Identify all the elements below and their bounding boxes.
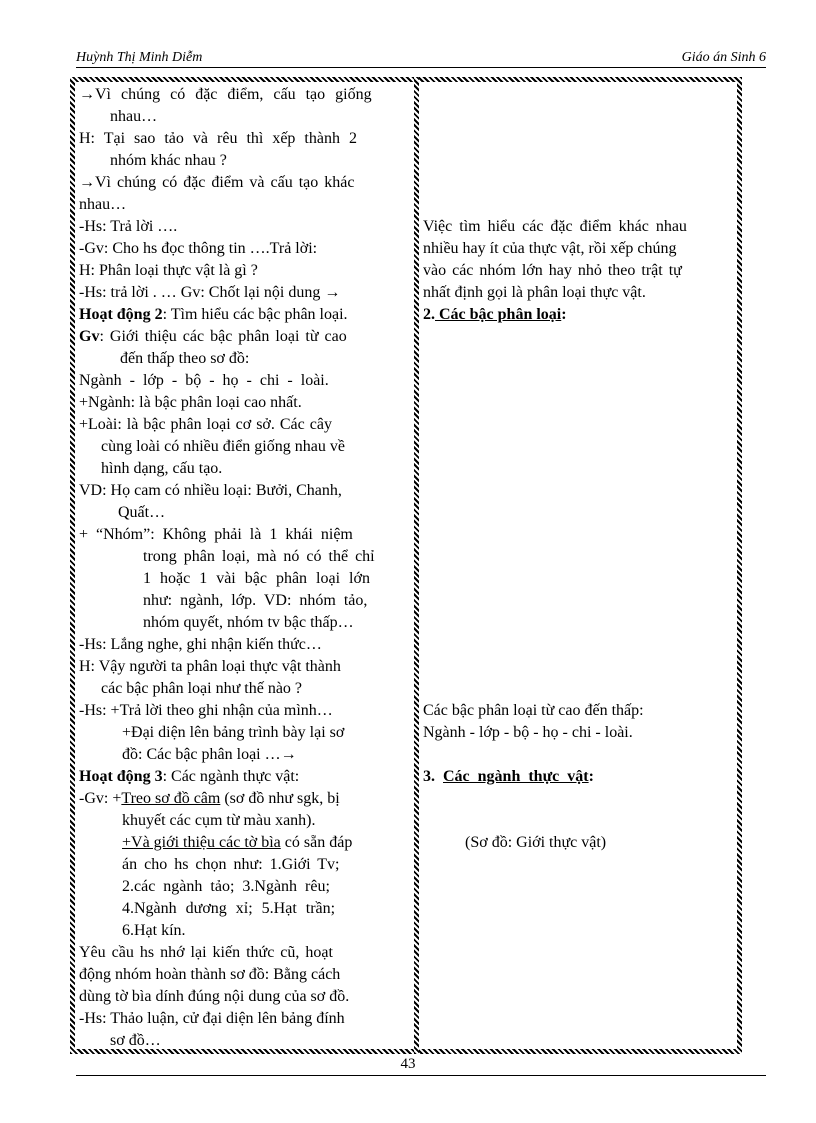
text-line: cùng loài có nhiều điển giống nhau về [101, 438, 345, 455]
text-line: -Hs: Thảo luận, cử đại diện lên bảng đính [79, 1010, 345, 1027]
text-line: nhau… [79, 196, 127, 213]
text-line: 6.Hạt kín. [122, 922, 186, 939]
text-line: nhóm khác nhau ? [110, 152, 227, 169]
header-subject: Giáo án Sinh 6 [681, 50, 766, 65]
text-line: nhóm quyết, nhóm tv bậc thấp… [143, 614, 354, 631]
diagram-placeholder: (Sơ đồ: Giới thực vật) [465, 834, 607, 851]
text-line: -Gv: +Treo sơ đồ câm (sơ đồ như sgk, bị [79, 790, 340, 807]
text-line: đến thấp theo sơ đồ: [120, 350, 250, 367]
section-heading: 3. Các ngành thực vật: [423, 768, 594, 785]
header-author: Huỳnh Thị Minh Diễm [76, 50, 203, 65]
activity-title: : Các ngành thực vật: [162, 768, 300, 785]
text-line: Ngành - lớp - bộ - họ - chi - loài. [79, 372, 329, 389]
text-line: -Hs: trả lời . … Gv: Chốt lại nội dung → [79, 284, 341, 301]
text-line: 4.Ngành dương xỉ; 5.Hạt trần; [122, 900, 336, 917]
activity-heading: Hoạt động 3 [79, 768, 163, 785]
text-line: đồ: Các bậc phân loại …→ [122, 746, 297, 763]
text-line: các bậc phân loại như thế nào ? [101, 680, 303, 697]
text-line [79, 304, 348, 326]
text-line: án cho hs chọn như: 1.Giới Tv; [122, 856, 340, 873]
text-line: Ngành - lớp - bộ - họ - chi - loài. [423, 724, 633, 741]
text-line: +Và giới thiệu các tờ bìa có sẵn đáp [122, 834, 353, 851]
text-line: nhau… [110, 108, 158, 125]
section-heading: 2. Các bậc phân loại: [423, 306, 567, 323]
footer-rule [76, 1075, 766, 1076]
page-header [76, 50, 766, 68]
text-line: dùng tờ bìa dính đúng nội dung của sơ đồ. [79, 988, 350, 1005]
text-line: +Loài: là bậc phân loại cơ sở. Các cây [79, 416, 332, 433]
text-line: hình dạng, cấu tạo. [101, 460, 223, 477]
teacher-label: Gv [79, 328, 100, 345]
text-line: + “Nhóm”: Không phải là 1 khái niệm [79, 526, 353, 543]
text-line: +Đại diện lên bảng trình bày lại sơ [122, 724, 345, 741]
text-line: sơ đồ… [110, 1032, 161, 1049]
text-line: H: Tại sao tảo và rêu thì xếp thành 2 [79, 130, 357, 147]
text-line: H: Vậy người ta phân loại thực vật thành [79, 658, 341, 675]
text-line: Việc tìm hiểu các đặc điểm khác nhau [423, 218, 687, 235]
text-line: -Hs: Trả lời …. [79, 218, 178, 235]
text-line: Gv: Giới thiệu các bậc phân loại từ cao [79, 328, 347, 345]
text-line: 2.các ngành tảo; 3.Ngành rêu; [122, 878, 330, 895]
text-line: -Gv: Cho hs đọc thông tin ….Trả lời: [79, 240, 318, 257]
text-line: vào các nhóm lớn hay nhỏ theo trật tự [423, 262, 682, 279]
text-line: nhiều hay ít của thực vật, rồi xếp chúng [423, 240, 677, 257]
column-divider [414, 77, 419, 1054]
text-line: H: Phân loại thực vật là gì ? [79, 262, 258, 279]
text-line: -Hs: +Trả lời theo ghi nhận của mình… [79, 702, 333, 719]
text-line [79, 766, 299, 788]
text-line: →Vì chúng có đặc điểm và cấu tạo khác [79, 174, 355, 191]
text-line: trong phân loại, mà nó có thể chỉ [143, 548, 375, 565]
text-line: động nhóm hoàn thành sơ đồ: Bằng cách [79, 966, 341, 983]
text-line: như: ngành, lớp. VD: nhóm tảo, [143, 592, 368, 609]
text-line: 1 hoặc 1 vài bậc phân loại lớn [143, 570, 370, 587]
text-line: Các bậc phân loại từ cao đến thấp: [423, 702, 644, 719]
text-line: VD: Họ cam có nhiều loại: Bưởi, Chanh, [79, 482, 342, 499]
text-line: -Hs: Lắng nghe, ghi nhận kiến thức… [79, 636, 322, 653]
activity-title: : Tìm hiểu các bậc phân loại. [162, 306, 348, 323]
page-number: 43 [400, 1056, 416, 1072]
text-line: Yêu cầu hs nhớ lại kiến thức cũ, hoạt [79, 944, 333, 961]
text-line: Quất… [118, 504, 166, 521]
activity-heading: Hoạt động 2 [79, 306, 163, 323]
text-line: →Vì chúng có đặc điểm, cấu tạo giống [79, 86, 372, 103]
text-line: nhất định gọi là phân loại thực vật. [423, 284, 646, 301]
text-line: +Ngành: là bậc phân loại cao nhất. [79, 394, 302, 411]
text-line: khuyết các cụm từ màu xanh). [122, 812, 316, 829]
header-rule [76, 67, 766, 68]
